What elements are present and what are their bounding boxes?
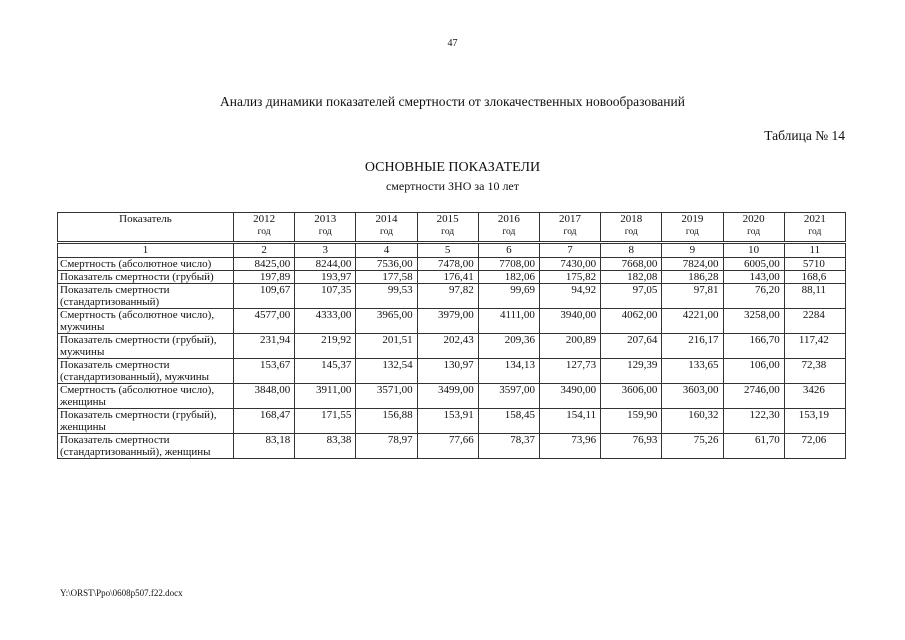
column-header-year (356, 213, 417, 243)
column-number-cell: 10 (723, 243, 784, 258)
table-cell-value: 129,39 (601, 359, 662, 384)
column-number-cell: 4 (356, 243, 417, 258)
row-indicator-name: Показатель смертности (грубый) (58, 271, 234, 284)
year-unit-label: год (563, 227, 577, 237)
table-cell-value: 219,92 (295, 334, 356, 359)
table-cell-value: 154,11 (539, 409, 600, 434)
row-indicator-name: Показатель смертности (стандартизованный), женщины (58, 434, 234, 459)
table-cell-value: 153,67 (234, 359, 295, 384)
table-cell-value: 83,18 (234, 434, 295, 459)
table-cell-value: 4333,00 (295, 309, 356, 334)
column-number-cell: 11 (784, 243, 845, 258)
table-cell-value: 216,17 (662, 334, 723, 359)
table-cell-value: 107,35 (295, 284, 356, 309)
table-cell-value: 201,51 (356, 334, 417, 359)
table-cell-value: 99,69 (478, 284, 539, 309)
table-cell-value: 3499,00 (417, 384, 478, 409)
column-header-year (417, 213, 478, 243)
column-header-year (662, 213, 723, 243)
table-cell-value: 7708,00 (478, 258, 539, 271)
table-cell-value: 153,91 (417, 409, 478, 434)
column-header-indicator: Показатель (58, 213, 234, 243)
year-label: 2014 (375, 213, 398, 225)
table-cell-value: 7430,00 (539, 258, 600, 271)
table-cell-value: 158,45 (478, 409, 539, 434)
year-label: 2018 (620, 213, 643, 225)
table-cell-value: 3603,00 (662, 384, 723, 409)
table-cell-value: 99,53 (356, 284, 417, 309)
year-unit-label: год (808, 227, 822, 237)
table-cell-value: 106,00 (723, 359, 784, 384)
table-cell-value: 175,82 (539, 271, 600, 284)
table-cell-value: 7478,00 (417, 258, 478, 271)
table-cell-value: 76,93 (601, 434, 662, 459)
table-cell-value: 72,06 (784, 434, 845, 459)
column-header-year (601, 213, 662, 243)
table-cell-value: 8244,00 (295, 258, 356, 271)
table-cell-value: 97,82 (417, 284, 478, 309)
table-cell-value: 186,28 (662, 271, 723, 284)
column-number-row (58, 243, 846, 258)
table-cell-value: 8425,00 (234, 258, 295, 271)
row-indicator-name: Показатель смертности (стандартизованный) (58, 284, 234, 309)
table-cell-value: 145,37 (295, 359, 356, 384)
table-cell-value: 97,05 (601, 284, 662, 309)
table-cell-value: 231,94 (234, 334, 295, 359)
table-cell-value: 77,66 (417, 434, 478, 459)
table-cell-value: 127,73 (539, 359, 600, 384)
table-cell-value: 3606,00 (601, 384, 662, 409)
table-cell-value: 207,64 (601, 334, 662, 359)
table-cell-value: 94,92 (539, 284, 600, 309)
table-cell-value: 5710 (784, 258, 845, 271)
table-cell-value: 7668,00 (601, 258, 662, 271)
table-cell-value: 4111,00 (478, 309, 539, 334)
table-cell-value: 3911,00 (295, 384, 356, 409)
column-number-cell: 3 (295, 243, 356, 258)
table-cell-value: 3426 (784, 384, 845, 409)
year-label: 2015 (436, 213, 459, 225)
page-number: 47 (447, 38, 458, 49)
year-label: 2017 (559, 213, 582, 225)
row-indicator-name: Смертность (абсолютное число) (58, 258, 234, 271)
column-number-cell: 2 (234, 243, 295, 258)
table-cell-value: 176,41 (417, 271, 478, 284)
table-cell-value: 171,55 (295, 409, 356, 434)
table-cell-value: 182,08 (601, 271, 662, 284)
table-cell-value: 73,96 (539, 434, 600, 459)
year-label: 2016 (497, 213, 520, 225)
table-cell-value: 4062,00 (601, 309, 662, 334)
table-cell-value: 83,38 (295, 434, 356, 459)
file-path-footer: Y:\ORST\Ppo\0608p507.f22.docx (60, 588, 183, 598)
row-indicator-name: Показатель смертности (грубый), женщины (58, 409, 234, 434)
column-header-year (723, 213, 784, 243)
year-label: 2013 (314, 213, 337, 225)
section-heading: Анализ динамики показателей смертности от злокачественных новообразований (220, 94, 685, 109)
table-row (58, 359, 846, 384)
table-cell-value: 3258,00 (723, 309, 784, 334)
year-label: 2019 (681, 213, 704, 225)
row-indicator-name: Смертность (абсолютное число), мужчины (58, 309, 234, 334)
table-cell-value: 7536,00 (356, 258, 417, 271)
row-indicator-name: Показатель смертности (грубый), мужчины (58, 334, 234, 359)
table-cell-value: 156,88 (356, 409, 417, 434)
table-cell-value: 3979,00 (417, 309, 478, 334)
table-cell-value: 88,11 (784, 284, 845, 309)
table-cell-value: 166,70 (723, 334, 784, 359)
table-cell-value: 177,58 (356, 271, 417, 284)
table-cell-value: 3597,00 (478, 384, 539, 409)
row-indicator-name: Показатель смертности (стандартизованный), мужчины (58, 359, 234, 384)
table-row (58, 258, 846, 271)
table-row (58, 434, 846, 459)
table-cell-value: 2284 (784, 309, 845, 334)
table-cell-value: 160,32 (662, 409, 723, 434)
table-header-row (58, 213, 846, 243)
table-cell-value: 72,38 (784, 359, 845, 384)
table-row (58, 384, 846, 409)
column-number-cell: 8 (601, 243, 662, 258)
year-unit-label: год (747, 227, 761, 237)
year-unit-label: год (441, 227, 455, 237)
table-cell-value: 168,47 (234, 409, 295, 434)
table-row (58, 309, 846, 334)
table-cell-value: 61,70 (723, 434, 784, 459)
table-row (58, 284, 846, 309)
table-cell-value: 133,65 (662, 359, 723, 384)
table-cell-value: 197,89 (234, 271, 295, 284)
table-cell-value: 4221,00 (662, 309, 723, 334)
table-cell-value: 143,00 (723, 271, 784, 284)
column-number-cell: 1 (58, 243, 234, 258)
table-cell-value: 134,13 (478, 359, 539, 384)
table-cell-value: 4577,00 (234, 309, 295, 334)
table-cell-value: 117,42 (784, 334, 845, 359)
table-cell-value: 193,97 (295, 271, 356, 284)
table-cell-value: 122,30 (723, 409, 784, 434)
table-cell-value: 182,06 (478, 271, 539, 284)
mortality-table (57, 212, 846, 459)
table-cell-value: 2746,00 (723, 384, 784, 409)
year-label: 2020 (742, 213, 765, 225)
table-cell-value: 109,67 (234, 284, 295, 309)
table-cell-value: 202,43 (417, 334, 478, 359)
table-cell-value: 3490,00 (539, 384, 600, 409)
year-unit-label: год (379, 227, 393, 237)
table-cell-value: 209,36 (478, 334, 539, 359)
table-cell-value: 3940,00 (539, 309, 600, 334)
table-cell-value: 97,81 (662, 284, 723, 309)
table-cell-value: 78,37 (478, 434, 539, 459)
table-cell-value: 159,90 (601, 409, 662, 434)
table-cell-value: 76,20 (723, 284, 784, 309)
column-header-year (234, 213, 295, 243)
year-unit-label: год (318, 227, 332, 237)
table-subtitle: смертности ЗНО за 10 лет (385, 179, 519, 193)
table-cell-value: 3848,00 (234, 384, 295, 409)
column-header-year (784, 213, 845, 243)
year-unit-label: год (624, 227, 638, 237)
table-cell-value: 3965,00 (356, 309, 417, 334)
column-number-cell: 9 (662, 243, 723, 258)
table-row (58, 409, 846, 434)
table-cell-value: 200,89 (539, 334, 600, 359)
table-cell-value: 3571,00 (356, 384, 417, 409)
table-cell-value: 168,6 (784, 271, 845, 284)
table-cell-value: 153,19 (784, 409, 845, 434)
column-number-cell: 5 (417, 243, 478, 258)
table-cell-value: 132,54 (356, 359, 417, 384)
year-label: 2021 (803, 213, 826, 225)
table-cell-value: 130,97 (417, 359, 478, 384)
column-header-year (295, 213, 356, 243)
table-title: ОСНОВНЫЕ ПОКАЗАТЕЛИ (364, 160, 541, 175)
column-number-cell: 6 (478, 243, 539, 258)
column-header-year (539, 213, 600, 243)
table-row (58, 271, 846, 284)
table-cell-value: 78,97 (356, 434, 417, 459)
column-number-cell: 7 (539, 243, 600, 258)
table-row (58, 334, 846, 359)
table-number: Таблица № 14 (764, 128, 845, 143)
year-unit-label: год (257, 227, 271, 237)
year-label: 2012 (253, 213, 276, 225)
table-cell-value: 6005,00 (723, 258, 784, 271)
table-cell-value: 75,26 (662, 434, 723, 459)
year-unit-label: год (685, 227, 699, 237)
row-indicator-name: Смертность (абсолютное число), женщины (58, 384, 234, 409)
table-cell-value: 7824,00 (662, 258, 723, 271)
year-unit-label: год (502, 227, 516, 237)
column-header-year (478, 213, 539, 243)
